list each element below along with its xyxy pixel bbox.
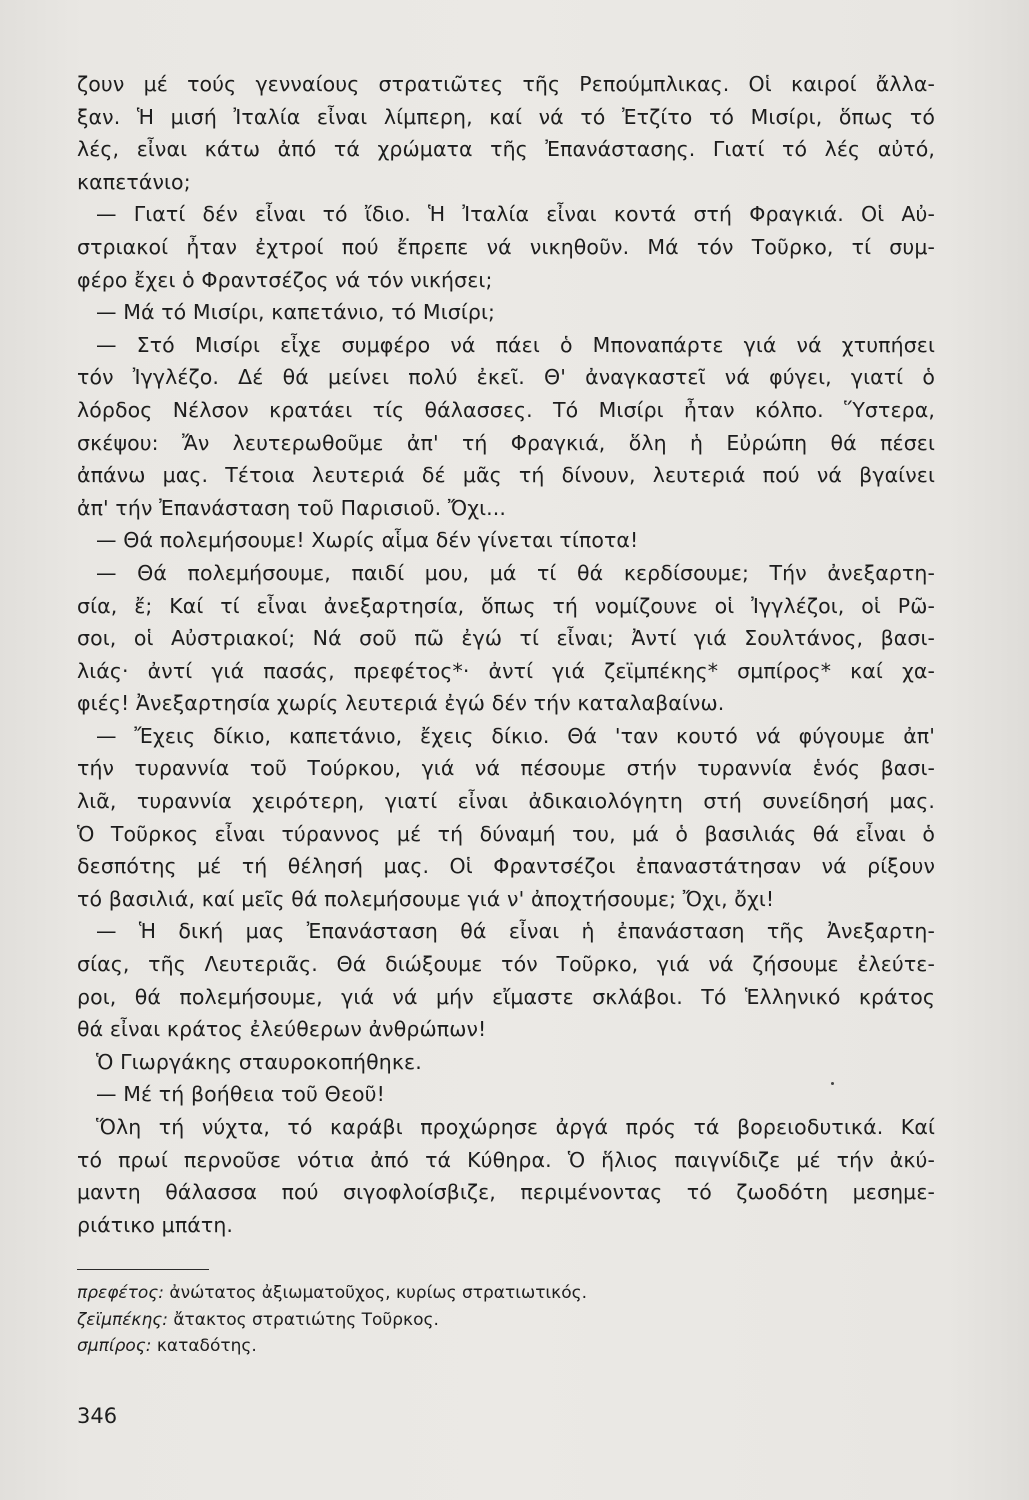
text-line: — Θά πολεμήσουμε! Χωρίς αἷμα δέν γίνεται τίποτα! [96, 528, 639, 553]
text-line: — Θά πολεμήσουμε, παιδί μου, μά τί θά κερδίσουμε; Τήν ἀνεξαρτη- [96, 560, 935, 585]
text-line: δεσπότης μέ τή θέλησή μας. Οἱ Φραντσέζοι ἐπαναστάτησαν νά ρίξουν [77, 854, 935, 879]
text-line: φέρο ἔχει ὁ Φραντσέζος νά τόν νικήσει; [77, 267, 493, 292]
text-line: λές, εἶναι κάτω ἀπό τά χρώματα τῆς Ἐπανάστασης. Γιατί τό λές αὐτό, [77, 137, 935, 162]
text-line: ροι, θά πολεμήσουμε, γιά νά μήν εἴμαστε σκλάβοι. Τό Ἑλληνικό κράτος [77, 984, 935, 1009]
body-text [77, 68, 935, 1241]
text-line: σία, ἔ; Καί τί εἶναι ἀνεξαρτησία, ὅπως τή νομίζουνε οἱ Ἰγγλέζοι, οἱ Ρῶ- [77, 593, 935, 618]
text-line: μαντη θάλασσα πού σιγοφλοίσβιζε, περιμένοντας τό ζωοδότη μεσημε- [77, 1180, 935, 1205]
text-line: — Ἔχεις δίκιο, καπετάνιο, ἔχεις δίκιο. Θά 'ταν κουτό νά φύγουμε ἀπ' [96, 723, 935, 748]
footnote [77, 1307, 777, 1334]
text-line: — Στό Μισίρι εἶχε συμφέρο νά πάει ὁ Μποναπάρτε γιά νά χτυπήσει [96, 332, 935, 357]
text-line: ἀπάνω μας. Τέτοια λευτεριά δέ μᾶς τή δίνουν, λευτεριά πού νά βγαίνει [77, 463, 935, 488]
text-line: ξαν. Ἡ μισή Ἰταλία εἶναι λίμπερη, καί νά τό Ἐτζίτο τό Μισίρι, ὅπως τό [77, 104, 935, 129]
text-line: Ὁ Τοῦρκος εἶναι τύραννος μέ τή δύναμή του, μά ὁ βασιλιάς θά εἶναι ὁ [77, 821, 935, 846]
print-speck [831, 1082, 834, 1085]
footnote [77, 1333, 777, 1360]
text-line: — Γιατί δέν εἶναι τό ἴδιο. Ἡ Ἰταλία εἶναι κοντά στή Φραγκιά. Οἱ Αὐ- [96, 202, 935, 227]
footnote-term: ζεϊμπέκης: [77, 1309, 168, 1330]
text-line: τήν τυραννία τοῦ Τούρκου, γιά νά πέσουμε στήν τυραννία ἑνός βασι- [77, 756, 935, 781]
text-line: τόν Ἰγγλέζο. Δέ θά μείνει πολύ ἐκεῖ. Θ' ἀναγκαστεῖ νά φύγει, γιατί ὁ [77, 365, 935, 390]
text-line: — Μέ τή βοήθεια τοῦ Θεοῦ! [96, 1082, 385, 1107]
text-line: καπετάνιο; [77, 169, 191, 194]
text-line: — Μά τό Μισίρι, καπετάνιο, τό Μισίρι; [96, 300, 496, 325]
text-line: λιᾶ, τυραννία χειρότερη, γιατί εἶναι ἀδικαιολόγητη στή συνείδησή μας. [77, 789, 935, 814]
text-line: ριάτικο μπάτη. [77, 1212, 234, 1237]
footnote-term: πρεφέτος: [77, 1283, 164, 1303]
text-line: — Ἡ δική μας Ἐπανάσταση θά εἶναι ἡ ἐπανάσταση τῆς Ἀνεξαρτη- [96, 919, 935, 944]
text-line: λόρδος Νέλσον κρατάει τίς θάλασσες. Τό Μισίρι ἦταν κόλπο. Ὕστερα, [77, 397, 935, 422]
text-line: τό βασιλιά, καί μεῖς θά πολεμήσουμε γιά ν' ἀποχτήσουμε; Ὄχι, ὄχι! [77, 886, 775, 911]
footnote-separator [77, 1269, 209, 1270]
text-line: σοι, οἱ Αὐστριακοί; Νά σοῦ πῶ ἐγώ τί εἶναι; Ἀντί γιά Σουλτάνος, βασι- [77, 626, 935, 651]
text-line: Ὅλη τή νύχτα, τό καράβι προχώρησε ἀργά πρός τά βορειοδυτικά. Καί [96, 1115, 935, 1139]
text-line: τό πρωί περνοῦσε νότια ἀπό τά Κύθηρα. Ὁ ἥλιος παιγνίδιζε μέ τήν ἀκύ- [77, 1147, 935, 1172]
footnote [77, 1280, 777, 1307]
text-line: σκέψου: Ἄν λευτερωθοῦμε ἀπ' τή Φραγκιά, ὅλη ἡ Εὐρώπη θά πέσει [77, 430, 935, 455]
footnote-term: σμπίρος: [77, 1336, 152, 1356]
footnote-definition: καταδότης. [156, 1336, 257, 1356]
footnotes [77, 1280, 777, 1360]
text-line: στριακοί ἦταν ἐχτροί πού ἔπρεπε νά νικηθοῦν. Μά τόν Τοῦρκο, τί συμ- [77, 234, 935, 259]
text-line: θά εἶναι κράτος ἐλεύθερων ἀνθρώπων! [77, 1017, 487, 1042]
text-line: ζουν μέ τούς γενναίους στρατιῶτες τῆς Ρεπούμπλικας. Οἱ καιροί ἄλλα- [77, 72, 935, 96]
text-line: φιές! Ἀνεξαρτησία χωρίς λευτεριά ἐγώ δέν τήν καταλαβαίνω. [77, 691, 725, 716]
page-number: 346 [77, 1404, 118, 1428]
text-line: λιάς· ἀντί γιά πασάς, πρεφέτος*· ἀντί γιά ζεϊμπέκης* σμπίρος* καί χα- [77, 658, 935, 683]
text-line: Ὁ Γιωργάκης σταυροκοπήθηκε. [96, 1049, 422, 1074]
footnote-definition: ἀνώτατος ἀξιωματοῦχος, κυρίως στρατιωτικός. [169, 1283, 587, 1303]
text-line: ἀπ' τήν Ἐπανάσταση τοῦ Παρισιοῦ. Ὄχι... [77, 495, 507, 520]
footnote-definition: ἄτακτος στρατιώτης Τοῦρκος. [173, 1309, 439, 1330]
text-line: σίας, τῆς Λευτεριᾶς. Θά διώξουμε τόν Τοῦρκο, γιά νά ζήσουμε ἐλεύτε- [77, 952, 935, 977]
